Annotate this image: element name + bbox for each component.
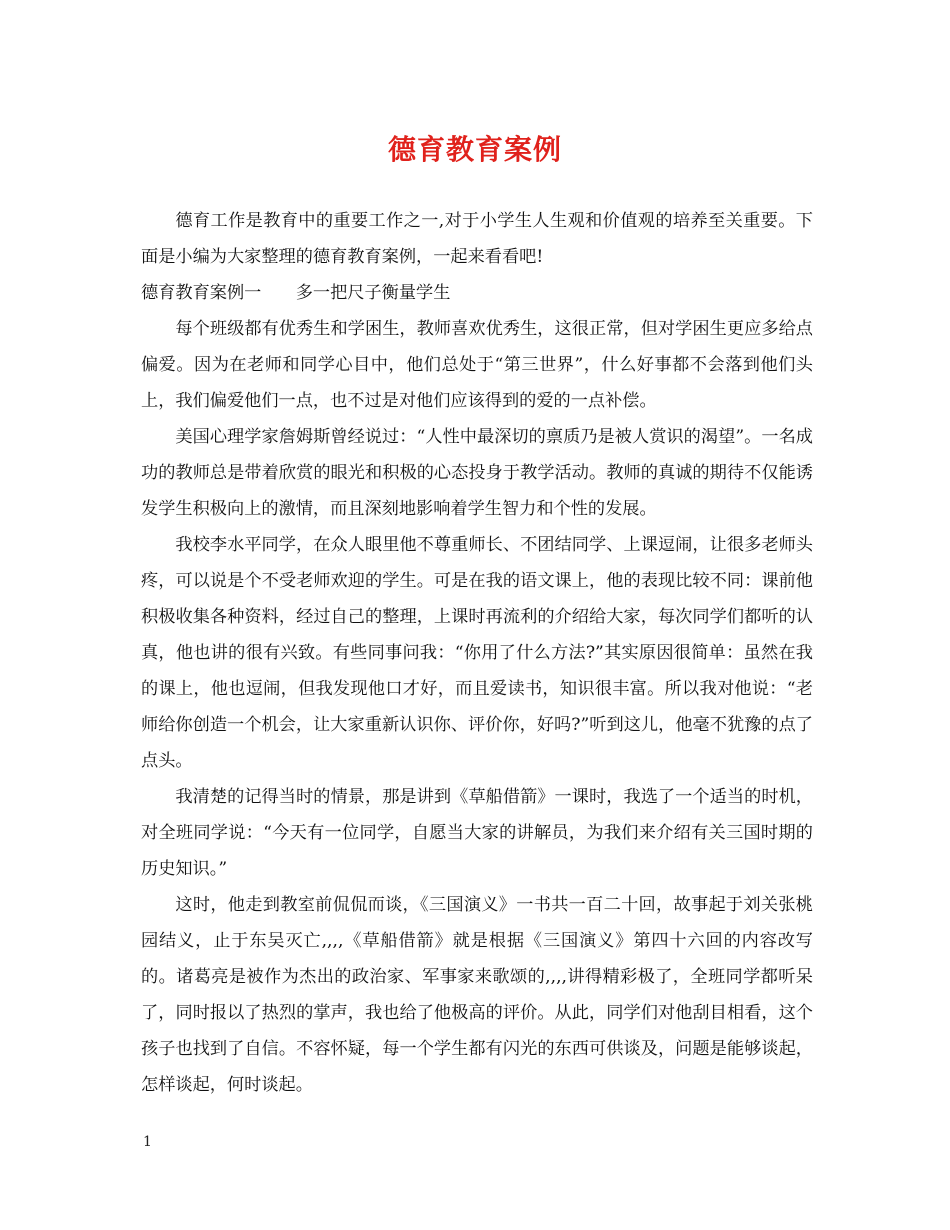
intro-paragraph: 德育工作是教育中的重要工作之一,对于小学生人生观和价值观的培养至关重要。下面是小编为大家整理的德育教育案例，一起来看看吧! — [141, 211, 813, 267]
body-paragraph: 我校李水平同学，在众人眼里他不尊重师长、不团结同学、上课逗闹，让很多老师头疼，可以说是个不受老师欢迎的学生。可是在我的语文课上，他的表现比较不同：课前他积极收集各种资料，经过自己的整理，上课时再流利的介绍给大家，每次同学们都听的认真，他也讲的很有兴致。有些同事问我：“你用了什么方法?”其实原因很简单：虽然在我的课上，他也逗闹，但我发现他口才好，而且爱读书，知识很丰富。所以我对他说：“老师给你创造一个机会，让大家重新认识你、评价你，好吗?”听到这儿，他毫不犹豫的点了点头。 — [141, 535, 813, 771]
body-paragraph: 这时，他走到教室前侃侃而谈，《三国演义》一书共一百二十回，故事起于刘关张桃园结义，止于东吴灭亡,,,,《草船借箭》就是根据《三国演义》第四十六回的内容改写的。诸葛亮是被作为杰出的政治家、军事家来歌颂的,,,,讲得精彩极了，全班同学都听呆了，同时报以了热烈的掌声，我也给了他极高的评价。从此，同学们对他刮目相看，这个孩子也找到了自信。不容怀疑，每一个学生都有闪光的东西可供谈及，问题是能够谈起，怎样谈起，何时谈起。 — [141, 895, 813, 1095]
document-title: 德育教育案例 — [387, 133, 562, 166]
document-body — [141, 203, 813, 1103]
body-paragraph: 我清楚的记得当时的情景，那是讲到《草船借箭》一课时，我选了一个适当的时机，对全班同学说：“今天有一位同学，自愿当大家的讲解员，为我们来介绍有关三国时期的历史知识。” — [141, 787, 813, 879]
body-paragraph: 美国心理学家詹姆斯曾经说过：“人性中最深切的禀质乃是被人赏识的渴望”。一名成功的教师总是带着欣赏的眼光和积极的心态投身于教学活动。教师的真诚的期待不仅能诱发学生积极向上的激情，而且深刻地影响着学生智力和个性的发展。 — [141, 427, 813, 519]
section-heading: 德育教育案例一 多一把尺子衡量学生 — [141, 283, 451, 303]
page-number: 1 — [143, 1134, 152, 1150]
body-paragraph: 每个班级都有优秀生和学困生，教师喜欢优秀生，这很正常，但对学困生更应多给点偏爱。因为在老师和同学心目中，他们总处于“第三世界”，什么好事都不会落到他们头上，我们偏爱他们一点，也不过是对他们应该得到的爱的一点补偿。 — [141, 319, 813, 411]
